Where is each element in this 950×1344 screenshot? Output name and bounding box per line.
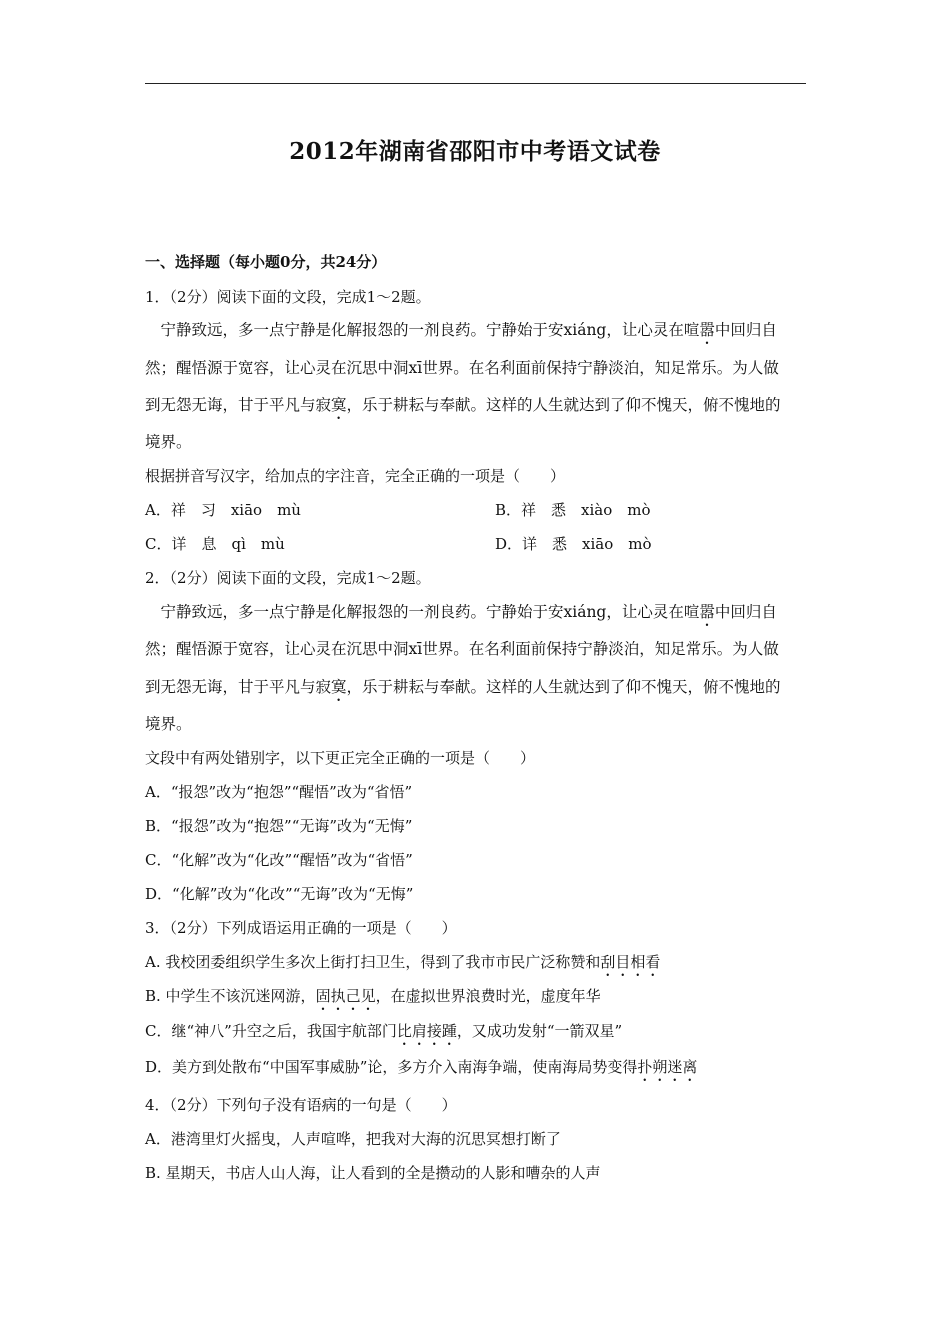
q1-question: 根据拼音写汉字，给加点的字注音，完全正确的一项是（ ）: [145, 467, 566, 485]
q2-option-d[interactable]: D．“化解”改为“化改”“无诲”改为“无悔”: [145, 885, 414, 903]
page-title: 2012年湖南省邵阳市中考语文试卷: [289, 138, 661, 165]
section-heading: 一、选择题（每小题0分，共24分）: [145, 253, 387, 271]
q3-stem: 3．（2分）下列成语运用正确的一项是（ ）: [145, 919, 457, 937]
q3-option-b[interactable]: B. 中学生不该沉迷网游，固执己见，在虚拟世界浪费时光，虚度年华: [145, 987, 601, 1005]
q1-option-d[interactable]: D．详 悉 xiāo mò: [495, 535, 652, 553]
q1-passage-line-3: 到无怨无诲，甘于平凡与寂寞，乐于耕耘与奉献。这样的人生就达到了仰不愧天，俯不愧地的: [145, 396, 781, 414]
q2-stem: 2．（2分）阅读下面的文段，完成1～2题。: [145, 569, 431, 587]
q2-option-a[interactable]: A．“报怨”改为“抱怨”“醒悟”改为“省悟”: [145, 783, 413, 801]
q3-option-a[interactable]: A. 我校团委组织学生多次上街打扫卫生，得到了我市市民广泛称赞和刮目相看: [145, 953, 661, 971]
q4-stem: 4．（2分）下列句子没有语病的一句是（ ）: [145, 1096, 457, 1114]
q1-passage-line-2: 然；醒悟源于宽容，让心灵在沉思中洞xī世界。在名利面前保持宁静淡泊，知足常乐。为人做: [145, 359, 779, 377]
q1-stem: 1．（2分）阅读下面的文段，完成1～2题。: [145, 288, 431, 306]
q1-passage-line-1: 宁静致远，多一点宁静是化解报怨的一剂良药。宁静始于安xiáng，让心灵在喧嚣中回归自: [145, 321, 777, 339]
q3-option-c[interactable]: C．继“神八”升空之后，我国宇航部门比肩接踵，又成功发射“一箭双星”: [145, 1022, 623, 1040]
q1-option-b[interactable]: B．祥 悉 xiào mò: [495, 501, 651, 519]
q1-option-a[interactable]: A．祥 习 xiāo mù: [145, 501, 301, 519]
q1-passage-line-4: 境界。: [145, 433, 192, 451]
q2-passage-line-4: 境界。: [145, 715, 192, 733]
q2-question: 文段中有两处错别字，以下更正完全正确的一项是（ ）: [145, 749, 536, 767]
q4-option-a[interactable]: A．港湾里灯火摇曳，人声喧哗，把我对大海的沉思冥想打断了: [145, 1130, 561, 1148]
q2-option-b[interactable]: B．“报怨”改为“抱怨”“无诲”改为“无悔”: [145, 817, 413, 835]
q2-passage-line-2: 然；醒悟源于宽容，让心灵在沉思中洞xī世界。在名利面前保持宁静淡泊，知足常乐。为人做: [145, 640, 779, 658]
q2-option-c[interactable]: C．“化解”改为“化改”“醒悟”改为“省悟”: [145, 851, 413, 869]
q3-option-d[interactable]: D．美方到处散布“中国军事威胁”论，多方介入南海争端，使南海局势变得扑朔迷离: [145, 1058, 698, 1076]
q1-option-c[interactable]: C．详 息 qì mù: [145, 535, 285, 553]
q4-option-b[interactable]: B. 星期天，书店人山人海，让人看到的全是攒动的人影和嘈杂的人声: [145, 1164, 601, 1182]
q2-passage-line-3: 到无怨无诲，甘于平凡与寂寞，乐于耕耘与奉献。这样的人生就达到了仰不愧天，俯不愧地的: [145, 678, 781, 696]
q2-passage-line-1: 宁静致远，多一点宁静是化解报怨的一剂良药。宁静始于安xiáng，让心灵在喧嚣中回归自: [145, 603, 777, 621]
header-rule: [145, 83, 806, 84]
